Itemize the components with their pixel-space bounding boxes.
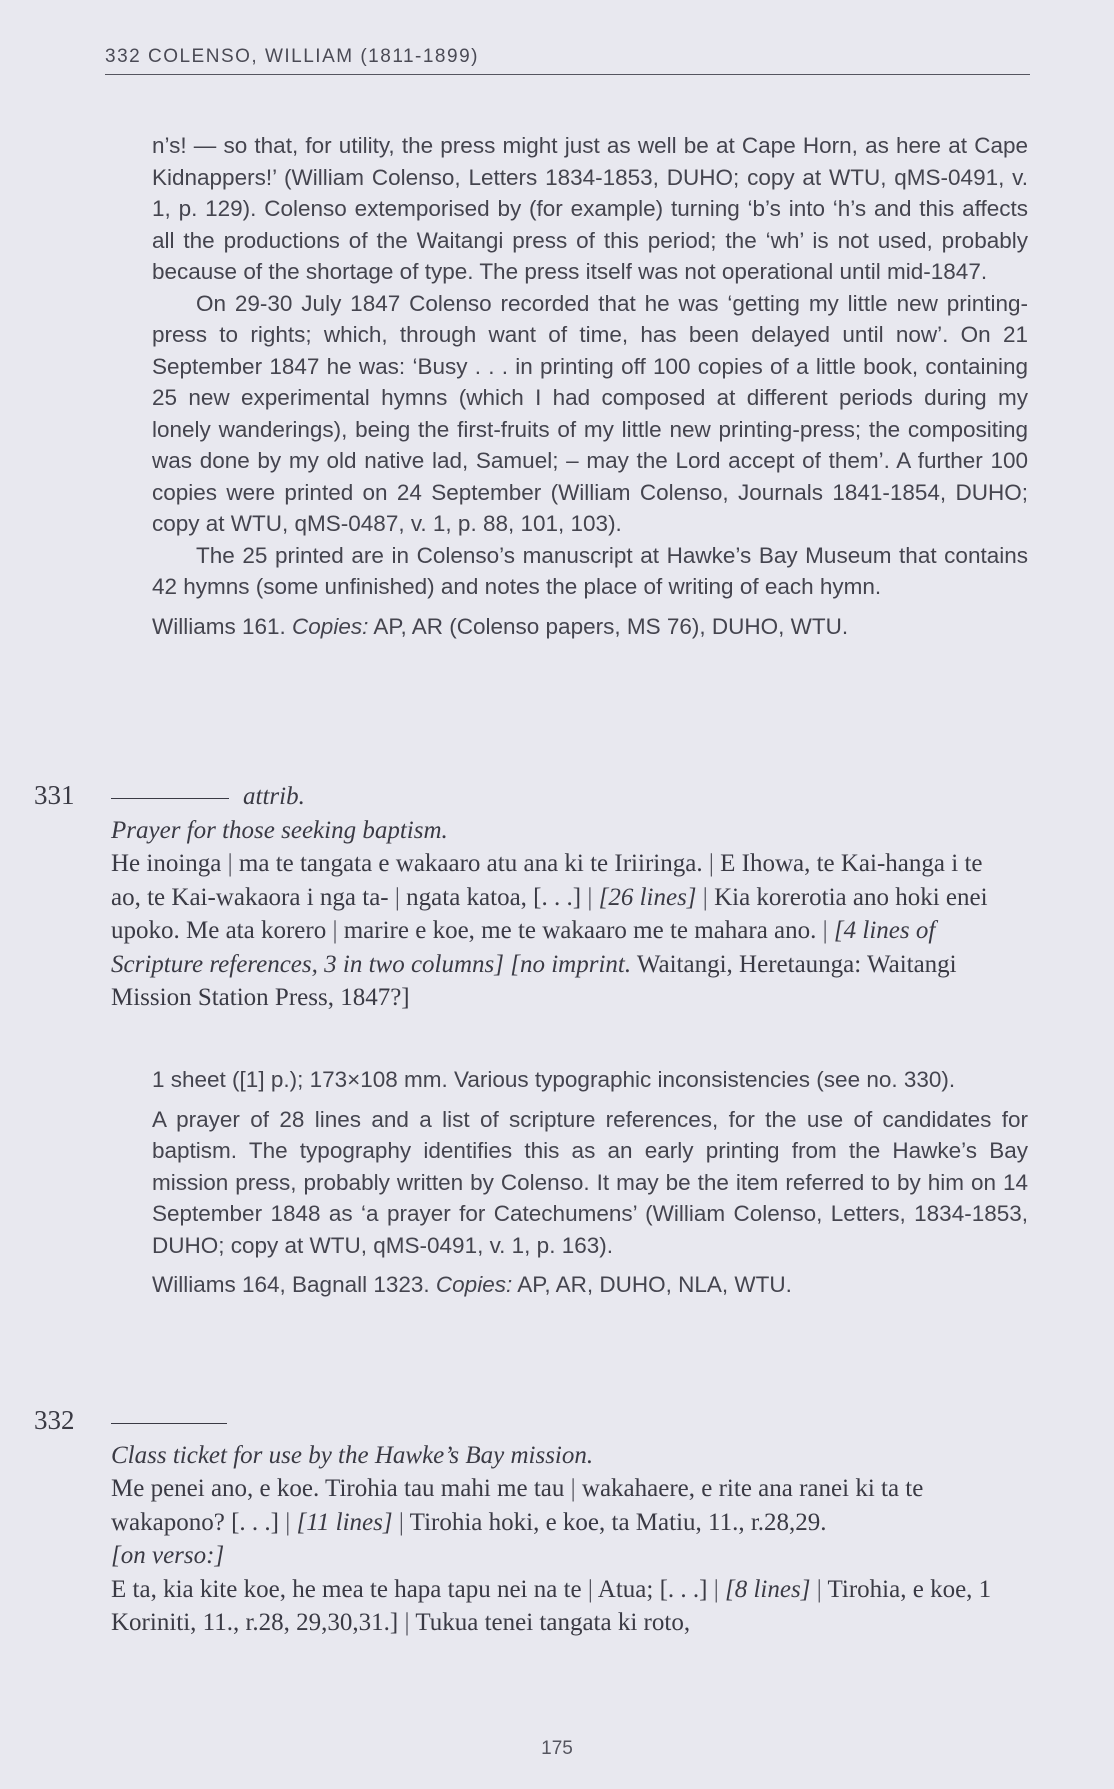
verso-note: [on verso:] [111, 1542, 225, 1569]
transcription-text: E ta, kia kite koe, he mea te hapa tapu nei na te [111, 1575, 582, 1603]
line-break-bar: | [816, 1575, 822, 1603]
transcription-text: ngata katoa, [. . .] [406, 883, 582, 911]
references-line [152, 611, 1028, 643]
note: A prayer of 28 lines and a list of scripture references, for the use of candidates for baptism. The typography identifies this as an early printing from the Hawke’s Bay mission press, probably written by Colenso. It may be the item referred to by him on 14 September 1848 as ‘a prayer for Catechumens’ (William Colenso, Letters, 1834-1853, DUHO; copy at WTU, qMS-0491, v. 1, p. 163). [152, 1106, 1028, 1258]
line-break-bar: | [702, 883, 708, 911]
line-break-bar: | [394, 883, 400, 911]
transcription [111, 1472, 1011, 1539]
transcription-text: Tukua tenei tangata ki roto, [415, 1609, 691, 1636]
entry-title: Class ticket for use by the Hawke’s Bay mission. [111, 1441, 594, 1469]
entry-332 [111, 1405, 1011, 1640]
editorial-note: [11 lines] [296, 1508, 393, 1536]
collation: 1 sheet ([1] p.); 173×108 mm. Various typographic inconsistencies (see no. 330). [152, 1067, 956, 1092]
paragraph: n’s! — so that, for utility, the press might just as well be at Cape Horn, as here at Cape Kidnappers!’ (William Colenso, Letters 1834-1853, DUHO; copy at WTU, qMS-0491, v. 1, p. 129). Colenso extemporised by (for example) turning ‘b’s into ‘h’s and this affects all the productions of the Waitangi press of this period; the ‘wh’ is not used, probably because of the shortage of type. The press itself was not operational until mid-1847. [152, 133, 1028, 284]
copies-label: Copies: [435, 1272, 513, 1297]
entry-331 [111, 780, 1011, 1015]
imprint: Waitangi, Heretaunga: Waitangi Mission Station Press, 1847?] [111, 950, 957, 1011]
line-break-bar: | [708, 850, 714, 877]
paragraph: The 25 printed are in Colenso’s manuscript at Hawke’s Bay Museum that contains 42 hymns (some unfinished) and notes the place of writing of each hymn. [152, 542, 1028, 599]
line-break-bar: | [587, 883, 593, 911]
entry-number-332: 332 [34, 1405, 75, 1435]
transcription-text: Tirohia hoki, e koe, ta Matiu, 11., r.28,29. [409, 1508, 827, 1536]
transcription-text: wakahaere, e rite ana ranei ki ta te wakapono? [. . .] [111, 1475, 924, 1536]
page-number: 175 [541, 1738, 573, 1759]
references: Williams 161. [152, 613, 286, 639]
references-line [152, 1269, 1028, 1301]
editorial-note: [26 lines] [598, 883, 697, 911]
author-dash [111, 1423, 227, 1424]
entry-heading [111, 1405, 1011, 1439]
transcription-text: Tirohia, e koe, 1 Koriniti, 11., r.28, 29,30,31.] [111, 1575, 992, 1636]
transcription-text: Kia korerotia ano hoki enei upoko. Me ata korero [111, 883, 988, 944]
transcription-text: Atua; [. . .] [597, 1575, 708, 1603]
transcription [111, 847, 1011, 1015]
line-break-bar: | [285, 1508, 291, 1536]
editorial-note: [8 lines] [725, 1575, 811, 1603]
author-dash [111, 798, 229, 799]
line-break-bar: | [587, 1575, 593, 1603]
transcription-text: Me penei ano, e koe. Tirohia tau mahi me tau [111, 1475, 565, 1502]
line-break-bar: | [713, 1575, 719, 1603]
continued-entry [152, 130, 1028, 642]
running-head: 332 COLENSO, WILLIAM (1811-1899) [105, 46, 1030, 75]
attribution: attrib. [243, 783, 305, 810]
line-break-bar: | [404, 1609, 410, 1636]
entry-331-notes [152, 1064, 1028, 1301]
transcription-text: ma te tangata e wakaaro atu ana ki te Iriiringa. [238, 850, 703, 877]
references: Williams 164, Bagnall 1323. [152, 1272, 430, 1297]
transcription-text: E Ihowa, te Kai-hanga i te ao, te Kai-wakaora i nga ta- [111, 850, 983, 911]
line-break-bar: | [822, 917, 828, 944]
line-break-bar: | [332, 917, 338, 944]
transcription [111, 1573, 1011, 1640]
line-break-bar: | [398, 1508, 404, 1536]
copies: AP, AR, DUHO, NLA, WTU. [517, 1272, 792, 1297]
copies: AP, AR (Colenso papers, MS 76), DUHO, WTU. [373, 613, 849, 639]
transcription-text: marire e koe, me te wakaaro me te mahara ano. [343, 917, 817, 944]
entry-number-331: 331 [34, 780, 75, 810]
copies-label: Copies: [292, 613, 369, 639]
line-break-bar: | [570, 1475, 576, 1502]
entry-title: Prayer for those seeking baptism. [111, 816, 448, 844]
entry-heading [111, 780, 1011, 814]
paragraph: On 29-30 July 1847 Colenso recorded that he was ‘getting my little new printing-press to rights; which, through want of time, has been delayed until now’. On 21 September 1847 he was: ‘Busy . . . in printing off 100 copies of a little book, containing 25 new experimental hymns (which I had composed at different periods during my lonely wanderings), being the first-fruits of my little new printing-press; the compositing was done by my old native lad, Samuel; – may the Lord accept of them’. A further 100 copies were printed on 24 September (William Colenso, Journals 1841-1854, DUHO; copy at WTU, qMS-0487, v. 1, p. 88, 101, 103). [152, 290, 1028, 536]
editorial-note: [4 lines of Scripture references, 3 in two columns] [111, 917, 936, 978]
editorial-note: [no imprint. [510, 950, 632, 978]
line-break-bar: | [227, 850, 233, 877]
transcription-text: He inoinga [111, 850, 222, 877]
